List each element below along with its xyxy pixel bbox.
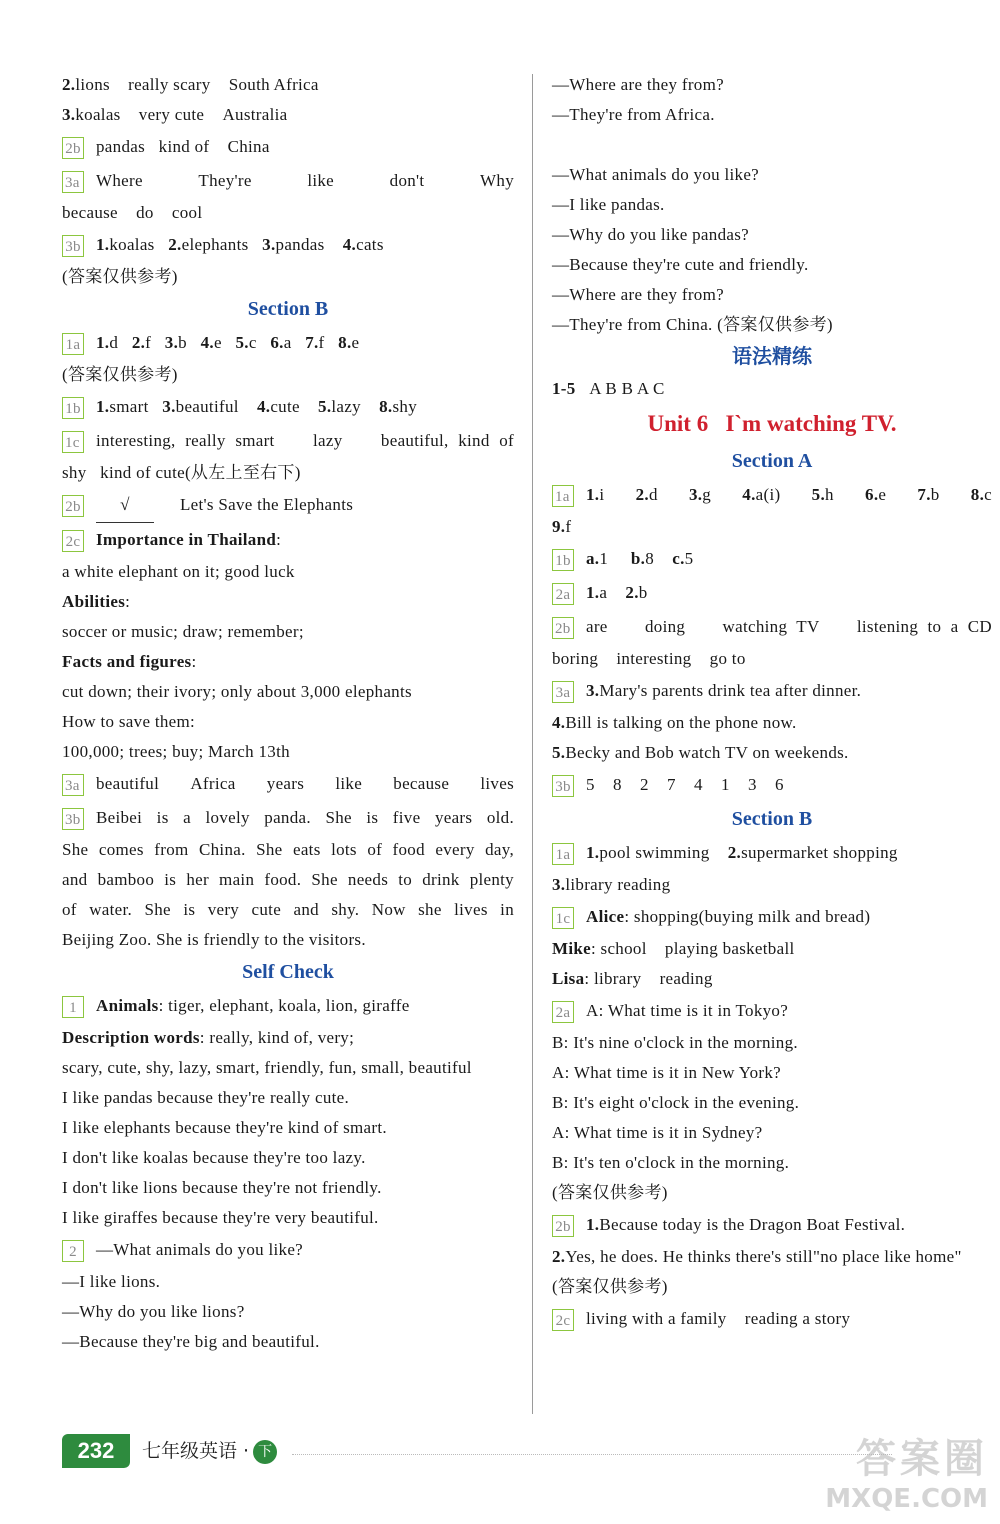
answer-text: Animals: tiger, elephant, koala, lion, giraffe bbox=[96, 996, 410, 1015]
blank-line bbox=[552, 130, 992, 160]
answer-text: I don't like koalas because they're too lazy. bbox=[62, 1148, 366, 1167]
answer-text: —They're from China. (答案仅供参考) bbox=[552, 315, 833, 334]
answer-text: B: It's ten o'clock in the morning. bbox=[552, 1153, 790, 1172]
answer-text: 1.a 2.b bbox=[586, 583, 648, 602]
answer-line bbox=[552, 1058, 992, 1088]
answer-text: I like giraffes because they're very beautiful. bbox=[62, 1208, 379, 1227]
answer-line bbox=[552, 190, 992, 220]
exercise-label-box: 3a bbox=[62, 171, 84, 193]
answer-text: I like elephants because they're kind of smart. bbox=[62, 1118, 387, 1137]
answer-line bbox=[552, 1242, 992, 1272]
section-heading: Section A bbox=[731, 450, 813, 472]
answer-line bbox=[552, 708, 992, 738]
answer-text: a white elephant on it; good luck bbox=[62, 562, 295, 581]
exercise-answer bbox=[62, 488, 514, 523]
answer-line bbox=[552, 1272, 992, 1302]
exercise-answer bbox=[62, 390, 514, 424]
exercise-label-box: 1c bbox=[552, 907, 574, 929]
answer-line bbox=[552, 250, 992, 280]
exercise-label-box: 2b bbox=[62, 137, 84, 159]
watermark-text: 答案圈 bbox=[856, 1436, 988, 1482]
exercise-answer bbox=[552, 1208, 992, 1242]
exercise-answer bbox=[62, 326, 514, 360]
answer-line bbox=[552, 70, 992, 100]
answer-line bbox=[62, 737, 514, 767]
answer-line bbox=[552, 934, 992, 964]
answer-text: I like pandas because they're really cute. bbox=[62, 1088, 350, 1107]
answer-text: 1.Because today is the Dragon Boat Festival. bbox=[586, 1215, 906, 1234]
answer-line bbox=[62, 458, 514, 488]
answer-line bbox=[62, 865, 514, 895]
exercise-answer bbox=[62, 801, 514, 835]
column-divider bbox=[532, 74, 533, 1414]
answer-text: 2.lions really scary South Africa bbox=[62, 75, 319, 94]
answer-text: Description words: really, kind of, very; bbox=[62, 1028, 355, 1047]
answer-line bbox=[62, 198, 514, 228]
answer-text: —What animals do you like? bbox=[96, 1240, 304, 1259]
exercise-label-box: 2b bbox=[552, 617, 574, 639]
answer-text: Alice: shopping(buying milk and bread) bbox=[586, 907, 871, 926]
answer-text: living with a family reading a story bbox=[586, 1309, 851, 1328]
answer-text: of water. She is very cute and shy. Now she lives in bbox=[62, 900, 514, 919]
answer-text: a.1 b.8 c.5 bbox=[586, 549, 694, 568]
answer-text: 5 8 2 7 4 1 3 6 bbox=[586, 775, 784, 794]
answer-line bbox=[62, 835, 514, 865]
answer-text: 2.Yes, he does. He thinks there's still"no place like home" bbox=[552, 1247, 962, 1266]
answer-text: Abilities: bbox=[62, 592, 131, 611]
answer-line bbox=[62, 70, 514, 100]
answer-line bbox=[62, 1267, 514, 1297]
answer-text: A: What time is it in Tokyo? bbox=[586, 1001, 789, 1020]
answer-line bbox=[62, 100, 514, 130]
book-title-text: 七年级英语 · bbox=[142, 1440, 250, 1462]
answer-line bbox=[552, 1118, 992, 1148]
book-title bbox=[142, 1438, 277, 1464]
section-heading: Section B bbox=[731, 808, 813, 830]
answer-text: 4.Bill is talking on the phone now. bbox=[552, 713, 797, 732]
answer-text: 1-5 A B B A C bbox=[552, 379, 665, 398]
answer-text: Facts and figures: bbox=[62, 652, 197, 671]
answer-text: B: It's nine o'clock in the morning. bbox=[552, 1033, 798, 1052]
answer-text: Lisa: library reading bbox=[552, 969, 713, 988]
answer-text: and bamboo is her main food. She needs to drink plenty bbox=[62, 870, 514, 889]
exercise-answer bbox=[552, 768, 992, 802]
exercise-label-box: 1b bbox=[62, 397, 84, 419]
right-column bbox=[552, 70, 992, 1336]
exercise-label-box: 1a bbox=[552, 843, 574, 865]
answer-text: beautiful Africa years like because lives bbox=[96, 774, 514, 793]
exercise-answer bbox=[62, 228, 514, 262]
exercise-label-box: 1a bbox=[62, 333, 84, 355]
exercise-answer bbox=[62, 1233, 514, 1267]
answer-line bbox=[552, 100, 992, 130]
section-heading: Self Check bbox=[242, 961, 334, 983]
answer-text: because do cool bbox=[62, 203, 203, 222]
answer-text: B: It's eight o'clock in the evening. bbox=[552, 1093, 800, 1112]
answer-text: —Where are they from? bbox=[552, 285, 724, 304]
answer-text: 1.i 2.d 3.g 4.a(i) 5.h 6.e 7.b 8.c bbox=[586, 485, 992, 504]
answer-text: 3.Mary's parents drink tea after dinner. bbox=[586, 681, 862, 700]
answer-line bbox=[62, 587, 514, 617]
answer-line bbox=[552, 1148, 992, 1178]
answer-text: Beibei is a lovely panda. She is five years old. bbox=[96, 808, 514, 827]
answer-text: —They're from Africa. bbox=[552, 105, 715, 124]
answer-line bbox=[62, 677, 514, 707]
answer-line bbox=[552, 644, 992, 674]
answer-text: √ Let's Save the Elephants bbox=[96, 495, 353, 514]
answer-text: scary, cute, shy, lazy, smart, friendly, fun, small, beautiful bbox=[62, 1058, 472, 1077]
answer-line bbox=[552, 964, 992, 994]
answer-line bbox=[552, 160, 992, 190]
answer-text: Where They're like don't Why bbox=[96, 171, 514, 190]
exercise-label-box: 3b bbox=[62, 235, 84, 257]
answer-line bbox=[552, 1028, 992, 1058]
answer-line bbox=[62, 617, 514, 647]
answer-line bbox=[62, 1023, 514, 1053]
answer-text: —Where are they from? bbox=[552, 75, 724, 94]
page-number: 232 bbox=[62, 1434, 130, 1468]
answer-text: —Why do you like lions? bbox=[62, 1302, 245, 1321]
exercise-answer bbox=[62, 164, 514, 198]
exercise-label-box: 2b bbox=[552, 1215, 574, 1237]
answer-text: Importance in Thailand: bbox=[96, 530, 282, 549]
watermark bbox=[825, 1427, 988, 1514]
footer-dotted-line bbox=[292, 1454, 892, 1455]
answer-text: are doing watching TV listening to a CD bbox=[586, 617, 992, 636]
answer-text: —What animals do you like? bbox=[552, 165, 760, 184]
answer-line bbox=[552, 1088, 992, 1118]
answer-text: How to save them: bbox=[62, 712, 196, 731]
exercise-label-box: 2 bbox=[62, 1240, 84, 1262]
answer-text: I don't like lions because they're not friendly. bbox=[62, 1178, 382, 1197]
answer-text: A: What time is it in New York? bbox=[552, 1063, 782, 1082]
answer-line bbox=[552, 220, 992, 250]
answer-line bbox=[62, 1173, 514, 1203]
answer-line bbox=[62, 707, 514, 737]
exercise-answer bbox=[552, 610, 992, 644]
answer-line bbox=[552, 1178, 992, 1208]
exercise-label-box: 3a bbox=[552, 681, 574, 703]
exercise-answer bbox=[552, 478, 992, 512]
exercise-label-box: 2a bbox=[552, 583, 574, 605]
exercise-answer bbox=[62, 424, 514, 458]
answer-text: soccer or music; draw; remember; bbox=[62, 622, 304, 641]
answer-text: 1.d 2.f 3.b 4.e 5.c 6.a 7.f 8.e bbox=[96, 333, 360, 352]
exercise-label-box: 3a bbox=[62, 774, 84, 796]
answer-text: 9.f bbox=[552, 517, 572, 536]
exercise-label-box: 2c bbox=[552, 1309, 574, 1331]
answer-line bbox=[552, 512, 992, 542]
answer-text: 1.koalas 2.elephants 3.pandas 4.cats bbox=[96, 235, 384, 254]
answer-line bbox=[62, 925, 514, 955]
answer-line bbox=[62, 557, 514, 587]
answer-text: (答案仅供参考) bbox=[552, 1183, 668, 1202]
answer-line bbox=[62, 1203, 514, 1233]
exercise-label-box: 1 bbox=[62, 996, 84, 1018]
answer-text: A: What time is it in Sydney? bbox=[552, 1123, 763, 1142]
exercise-answer bbox=[552, 836, 992, 870]
exercise-label-box: 2a bbox=[552, 1001, 574, 1023]
answer-line bbox=[62, 647, 514, 677]
answer-line bbox=[552, 374, 992, 404]
exercise-label-box: 1b bbox=[552, 549, 574, 571]
answer-text: 5.Becky and Bob watch TV on weekends. bbox=[552, 743, 849, 762]
exercise-answer bbox=[552, 900, 992, 934]
exercise-answer bbox=[552, 542, 992, 576]
exercise-answer bbox=[62, 989, 514, 1023]
exercise-label-box: 3b bbox=[62, 808, 84, 830]
answer-text: 1.smart 3.beautiful 4.cute 5.lazy 8.shy bbox=[96, 397, 418, 416]
answer-text: cut down; their ivory; only about 3,000 elephants bbox=[62, 682, 412, 701]
answer-text: pandas kind of China bbox=[96, 137, 270, 156]
answer-line bbox=[62, 262, 514, 292]
answer-line bbox=[552, 310, 992, 340]
answer-text: (答案仅供参考) bbox=[62, 267, 178, 286]
exercise-label-box: 3b bbox=[552, 775, 574, 797]
answer-text: She comes from China. She eats lots of food every day, bbox=[62, 840, 514, 859]
answer-text: Mike: school playing basketball bbox=[552, 939, 795, 958]
answer-text: 3.library reading bbox=[552, 875, 671, 894]
section-heading: 语法精练 bbox=[732, 346, 812, 368]
answer-text: boring interesting go to bbox=[552, 649, 746, 668]
answer-line bbox=[62, 1327, 514, 1357]
answer-text: 100,000; trees; buy; March 13th bbox=[62, 742, 290, 761]
volume-badge: 下 bbox=[253, 1440, 277, 1464]
answer-line bbox=[552, 280, 992, 310]
exercise-answer bbox=[62, 767, 514, 801]
answer-text: (答案仅供参考) bbox=[62, 365, 178, 384]
answer-text: 1.pool swimming 2.supermarket shopping bbox=[586, 843, 898, 862]
answer-line bbox=[62, 1053, 514, 1083]
exercise-answer bbox=[552, 674, 992, 708]
exercise-answer bbox=[552, 1302, 992, 1336]
answer-text: Beijing Zoo. She is friendly to the visitors. bbox=[62, 930, 366, 949]
answer-text: —Why do you like pandas? bbox=[552, 225, 749, 244]
exercise-answer bbox=[552, 576, 992, 610]
answer-line bbox=[552, 738, 992, 768]
exercise-label-box: 2b bbox=[62, 495, 84, 517]
unit-heading: Unit 6 I`m watching TV. bbox=[647, 411, 897, 436]
answer-line bbox=[62, 1297, 514, 1327]
answer-text: (答案仅供参考) bbox=[552, 1277, 668, 1296]
exercise-label-box: 2c bbox=[62, 530, 84, 552]
answer-line bbox=[62, 360, 514, 390]
exercise-label-box: 1a bbox=[552, 485, 574, 507]
answer-text: —I like lions. bbox=[62, 1272, 161, 1291]
answer-text: shy kind of cute(从左上至右下) bbox=[62, 463, 301, 482]
answer-line bbox=[62, 1113, 514, 1143]
answer-text: —I like pandas. bbox=[552, 195, 665, 214]
exercise-answer bbox=[62, 130, 514, 164]
answer-line bbox=[62, 1143, 514, 1173]
exercise-label-box: 1c bbox=[62, 431, 84, 453]
answer-text: 3.koalas very cute Australia bbox=[62, 105, 288, 124]
answer-text: —Because they're cute and friendly. bbox=[552, 255, 809, 274]
section-heading: Section B bbox=[247, 298, 329, 320]
exercise-answer bbox=[552, 994, 992, 1028]
answer-line bbox=[552, 870, 992, 900]
answer-line bbox=[62, 895, 514, 925]
left-column bbox=[62, 70, 514, 1357]
watermark-url: MXQE.COM bbox=[825, 1484, 988, 1514]
exercise-answer bbox=[62, 523, 514, 557]
answer-text: interesting, really smart lazy beautiful, kind of bbox=[96, 431, 514, 450]
answer-line bbox=[62, 1083, 514, 1113]
answer-text: —Because they're big and beautiful. bbox=[62, 1332, 320, 1351]
